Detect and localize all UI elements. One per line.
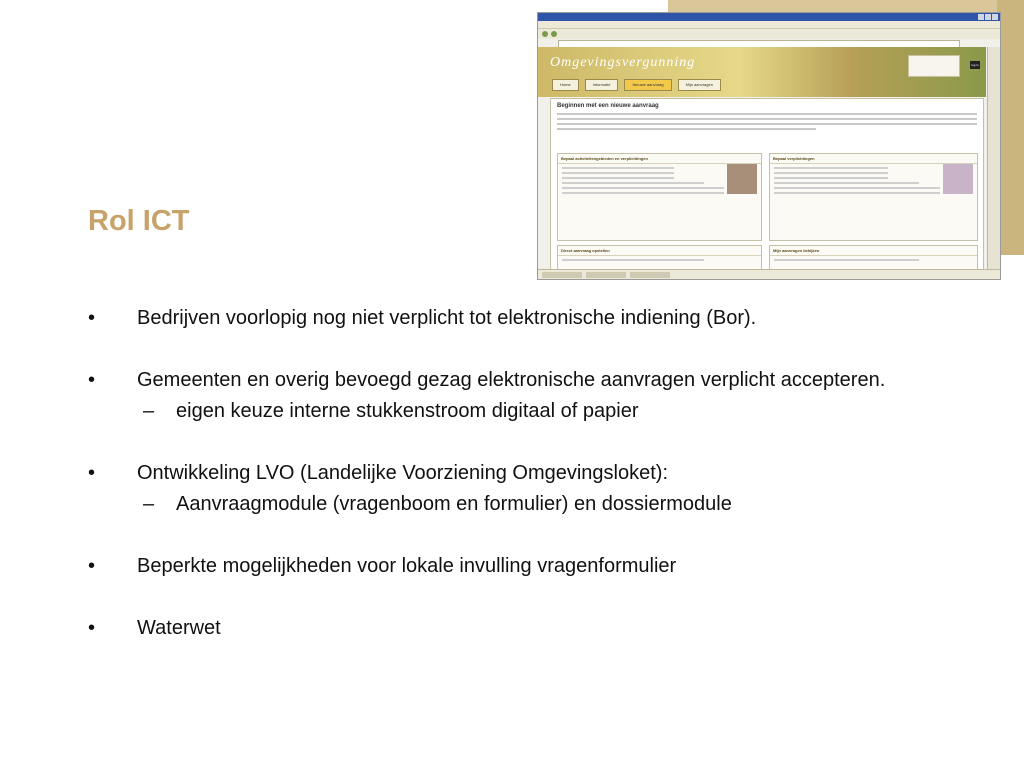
taskbar-item (586, 272, 626, 278)
browser-menubar (538, 21, 1000, 28)
dash-icon: – (143, 493, 155, 515)
text-line (557, 118, 977, 120)
bullet-text: Gemeenten en overig bevoegd gezag elektronische aanvragen verplicht accepteren. (137, 369, 886, 391)
taskbar-item (630, 272, 670, 278)
text-line (557, 113, 977, 115)
panel-title: Direct aanvraag opstellen (558, 246, 761, 256)
bullet-icon: • (88, 369, 96, 391)
tab-mijn-aanvragen: Mijn aanvragen (678, 79, 721, 91)
text-line (562, 177, 674, 179)
panel-activiteiten (557, 153, 762, 241)
panel-image (943, 164, 973, 194)
bullet-text: Beperkte mogelijkheden voor lokale invulling vragenformulier (137, 555, 677, 577)
sub-bullet-item (88, 492, 968, 516)
website-screenshot (537, 12, 1001, 280)
text-line (562, 187, 724, 189)
panel-title: Bepaal verplichtingen (770, 154, 977, 164)
bullet-item (88, 368, 968, 392)
browser-toolbar (538, 28, 1000, 39)
bullet-text: Waterwet (137, 617, 221, 639)
tab-informatie: Informatie (585, 79, 619, 91)
login-box (908, 55, 960, 77)
text-line (562, 167, 674, 169)
login-button: log in (971, 63, 979, 67)
bullet-item (88, 306, 968, 330)
slide-title: Rol ICT (88, 205, 190, 237)
bullet-item (88, 554, 968, 578)
content-heading: Beginnen met een nieuwe aanvraag (557, 103, 659, 109)
text-line (562, 192, 724, 194)
close-icon (992, 14, 998, 20)
bullet-icon: • (88, 555, 96, 577)
taskbar-item (542, 272, 582, 278)
sub-bullet-text: eigen keuze interne stukkenstroom digitaal of papier (176, 400, 639, 422)
site-brand: Omgevingsvergunning (550, 55, 696, 70)
browser-scrollbar (987, 47, 1000, 269)
text-line (562, 182, 704, 184)
tab-home: Home (552, 79, 579, 91)
bullet-list (88, 306, 968, 640)
decorative-bar-edge (997, 0, 1024, 255)
forward-icon (551, 31, 557, 37)
taskbar (538, 269, 1001, 279)
bullet-text: Bedrijven voorlopig nog niet verplicht tot elektronische indiening (Bor). (137, 307, 757, 329)
text-line (774, 259, 919, 261)
site-content (550, 98, 984, 275)
browser-titlebar (538, 13, 1000, 21)
dash-icon: – (143, 400, 155, 422)
sub-bullet-text: Aanvraagmodule (vragenboom en formulier) en dossiermodule (176, 493, 732, 515)
text-line (774, 172, 888, 174)
text-line (774, 182, 919, 184)
panel-verplichtingen (769, 153, 978, 241)
panel-title: Mijn aanvragen bekijken (770, 246, 977, 256)
text-line (774, 177, 888, 179)
text-line (557, 128, 816, 130)
bullet-item (88, 461, 968, 485)
bullet-text: Ontwikkeling LVO (Landelijke Voorziening Omgevingsloket): (137, 462, 669, 484)
panel-image (727, 164, 757, 194)
minimize-icon (978, 14, 984, 20)
text-line (557, 123, 977, 125)
text-line (774, 192, 940, 194)
panel-title: Bepaal activiteitengebieden en verplichtingen (558, 154, 761, 164)
bullet-icon: • (88, 462, 96, 484)
bullet-icon: • (88, 307, 96, 329)
site-nav (552, 79, 721, 91)
bullet-icon: • (88, 617, 96, 639)
text-line (774, 167, 888, 169)
bullet-item (88, 616, 968, 640)
sub-bullet-item (88, 399, 968, 423)
back-icon (542, 31, 548, 37)
maximize-icon (985, 14, 991, 20)
text-line (774, 187, 940, 189)
text-line (562, 259, 704, 261)
tab-nieuwe-aanvraag: Nieuwe aanvraag (624, 79, 671, 91)
text-line (562, 172, 674, 174)
